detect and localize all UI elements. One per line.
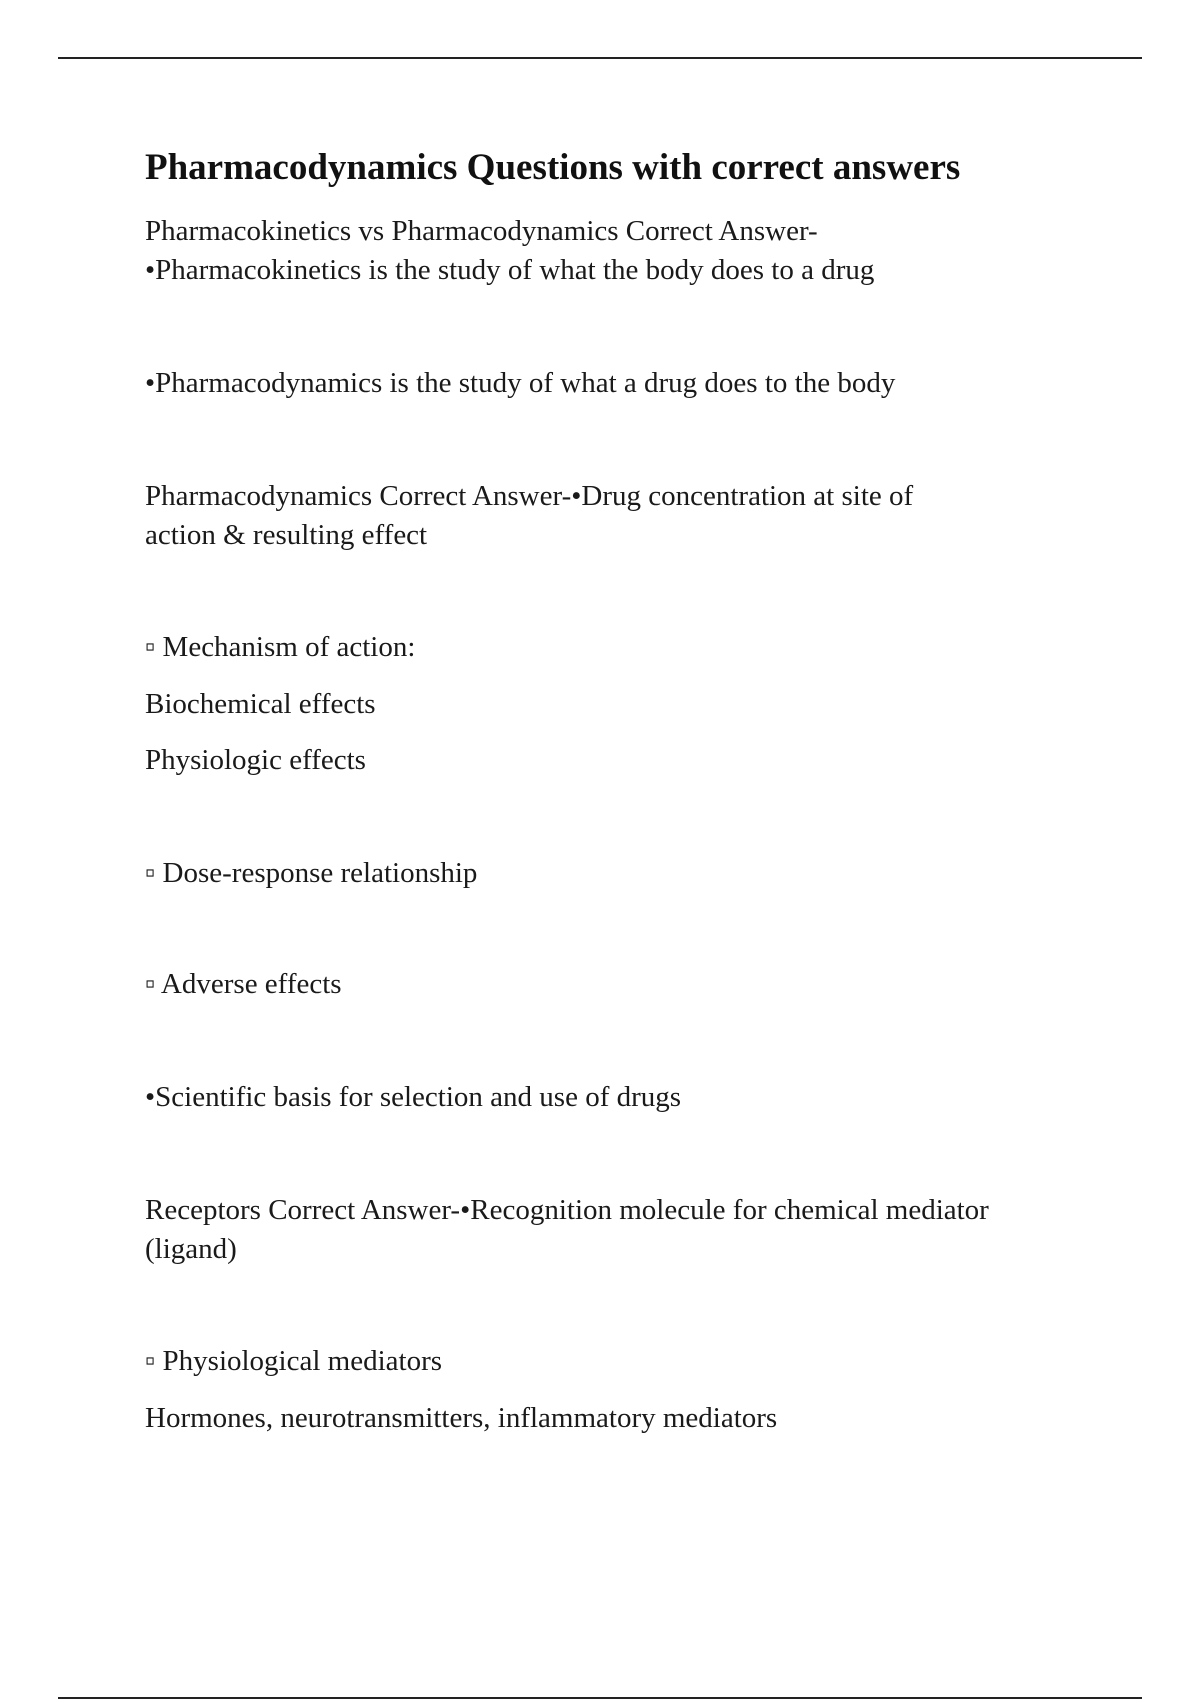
page-title: Pharmacodynamics Questions with correct answers — [145, 147, 961, 188]
list-item-adverse-effects: ▫ Adverse effects — [145, 968, 342, 1000]
list-item-mediator-examples: Hormones, neurotransmitters, inflammatory mediators — [145, 1402, 778, 1434]
list-item-biochemical-effects: Biochemical effects — [145, 688, 376, 720]
footer-rule — [58, 1697, 1142, 1699]
list-item-scientific-basis: •Scientific basis for selection and use of drugs — [145, 1081, 682, 1113]
header-rule — [58, 57, 1142, 59]
question-receptors-continued: (ligand) — [145, 1233, 237, 1265]
answer-pd-definition: •Pharmacodynamics is the study of what a drug does to the body — [145, 367, 896, 399]
question-pharmacodynamics: Pharmacodynamics Correct Answer-•Drug concentration at site of — [145, 480, 914, 512]
list-item-dose-response: ▫ Dose-response relationship — [145, 857, 478, 889]
question-pk-vs-pd: Pharmacokinetics vs Pharmacodynamics Correct Answer- — [145, 215, 818, 247]
question-receptors: Receptors Correct Answer-•Recognition molecule for chemical mediator — [145, 1194, 989, 1226]
answer-pk-definition: •Pharmacokinetics is the study of what the body does to a drug — [145, 254, 875, 286]
list-item-mechanism-of-action: ▫ Mechanism of action: — [145, 631, 416, 663]
list-item-physiological-mediators: ▫ Physiological mediators — [145, 1345, 443, 1377]
list-item-physiologic-effects: Physiologic effects — [145, 744, 366, 776]
question-pharmacodynamics-continued: action & resulting effect — [145, 519, 428, 551]
